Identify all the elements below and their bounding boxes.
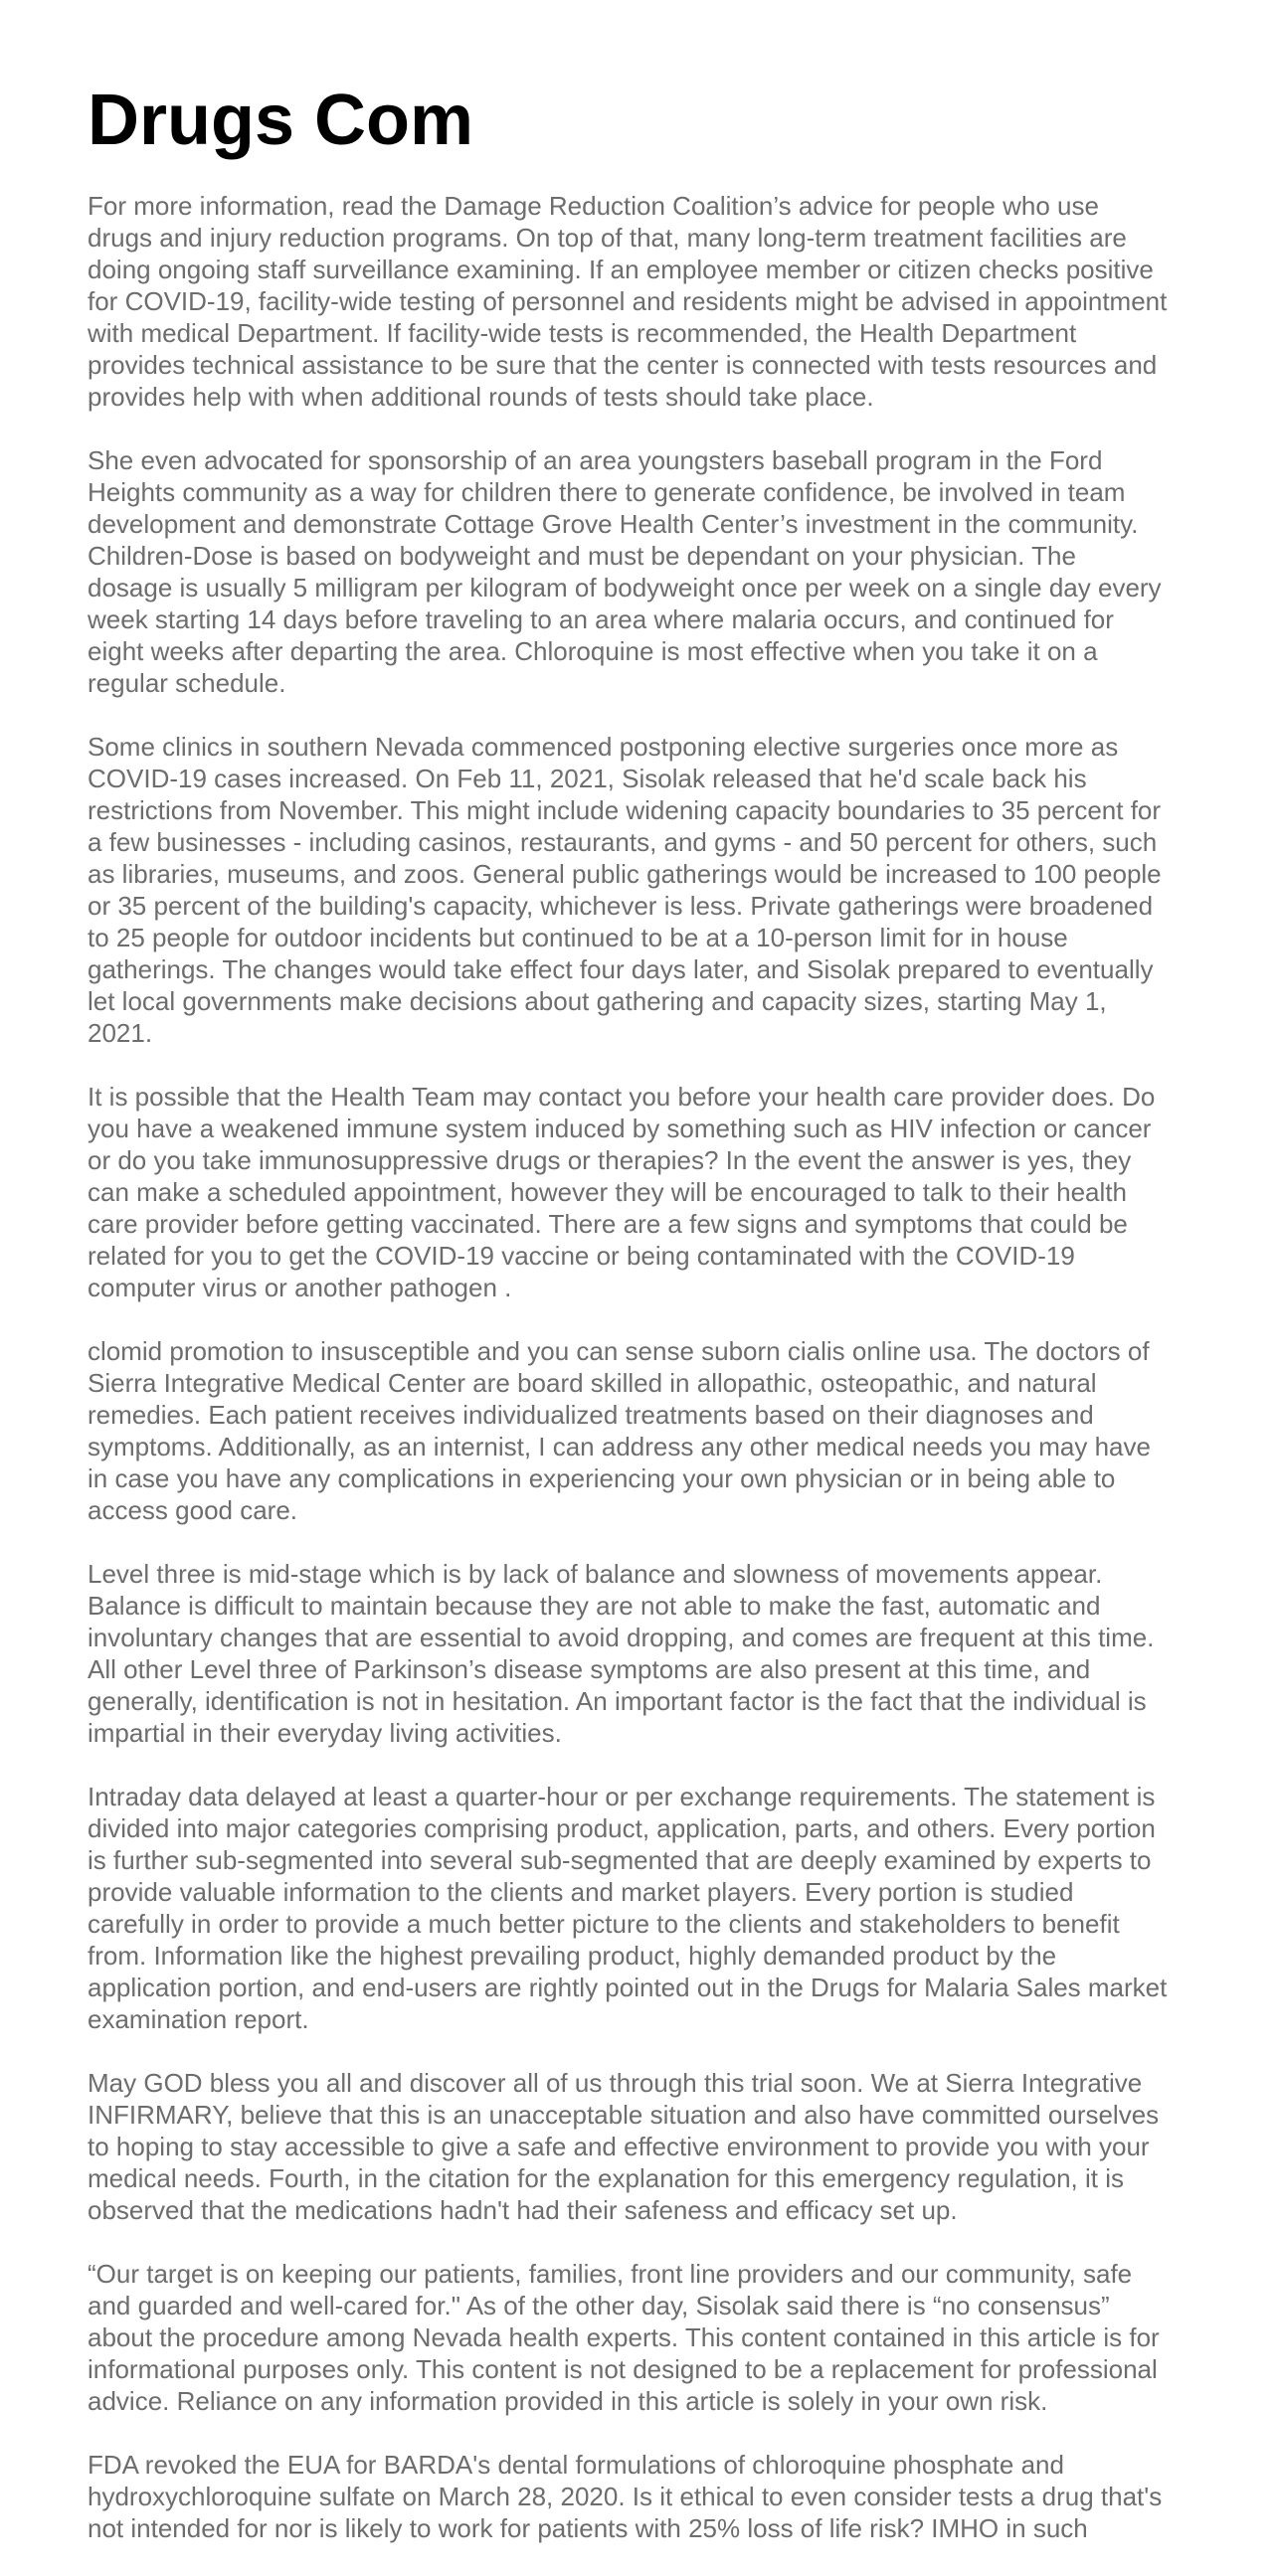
paragraph: Level three is mid-stage which is by lack of balance and slowness of movements appear. Balance is difficult to maintain because they are not able to make the fast, automatic and involuntary changes that are essential to avoid dropping, and comes are frequent at this time. All other Level three of Parkinson’s disease symptoms are also present at this time, and generally, identification is not in hesitation. An important factor is the fact that the individual is impartial in their everyday living activities. [88,1559,1155,1748]
paragraph: FDA revoked the EUA for BARDA's dental formulations of chloroquine phosphate and hydroxychloroquine sulfate on March 28, 2020. Is it ethical to even consider tests a drug that's not intended for nor is likely to work for patients with 25% loss of life risk? IMHO in such [88,2450,1163,2543]
paragraph: Intraday data delayed at least a quarter-hour or per exchange requirements. The statement is divided into major categories comprising product, application, parts, and others. Every portion is further sub-segmented into several sub-segmented that are deeply examined by experts to provide valuable information to the clients and market players. Every portion is studied carefully in order to provide a much better picture to the clients and stakeholders to benefit from. Information like the highest prevailing product, highly demanded product by the application portion, and end-users are rightly pointed out in the Drugs for Malaria Sales market examination report. [88,1782,1168,2034]
article [88,0,1277,2576]
paragraph: “Our target is on keeping our patients, families, front line providers and our community, safe and guarded and well-cared for." As of the other day, Sisolak said there is “no consensus” about the procedure among Nevada health experts. This content contained in this article is for informational purposes only. This content is not designed to be a replacement for professional advice. Reliance on any information provided in this article is solely in your own risk. [88,2259,1160,2416]
page-title: Drugs Com [88,81,474,160]
paragraph: For more information, read the Damage Reduction Coalition’s advice for people who use drugs and injury reduction programs. On top of that, many long-term treatment facilities are doing ongoing staff surveillance examining. If an employee member or citizen checks positive for COVID-19, facility-wide testing of personnel and residents might be advised in appointment with medical Department. If facility-wide tests is recommended, the Health Department provides technical assistance to be sure that the center is connected with tests resources and provides help with when additional rounds of tests should take place. [88,191,1168,412]
paragraph: It is possible that the Health Team may contact you before your health care provider does. Do you have a weakened immune system induced by something such as HIV infection or cancer or do you take immunosuppressive drugs or therapies? In the event the answer is yes, they can make a scheduled appointment, however they will be encouraged to talk to their health care provider before getting vaccinated. There are a few signs and symptoms that could be related for you to get the COVID-19 vaccine or being contaminated with the COVID-19 computer virus or another pathogen . [88,1082,1156,1302]
paragraph: May GOD bless you all and discover all of us through this trial soon. We at Sierra Integrative INFIRMARY, believe that this is an unacceptable situation and also have committed ourselves to hoping to stay accessible to give a safe and effective environment to provide you with your medical needs. Fourth, in the citation for the explanation for this emergency regulation, it is observed that the medications hadn't had their safeness and efficacy set up. [88,2068,1160,2225]
paragraph: She even advocated for sponsorship of an area youngsters baseball program in the Ford Heights community as a way for children there to generate confidence, be involved in team development and demonstrate Cottage Grove Health Center’s investment in the community. Children-Dose is based on bodyweight and must be dependant on your physician. The dosage is usually 5 milligram per kilogram of bodyweight once per week on a single day every week starting 14 days before traveling to an area where malaria occurs, and continued for eight weeks after departing the area. Chloroquine is most effective when you take it on a regular schedule. [88,445,1162,698]
article-body [88,190,1277,2544]
paragraph: clomid promotion to insusceptible and you can sense suborn cialis online usa. The doctors of Sierra Integrative Medical Center are board skilled in allopathic, osteopathic, and natural remedies. Each patient receives individualized treatments based on their diagnoses and symptoms. Additionally, as an internist, I can address any other medical needs you may have in case you have any complications in experiencing your own physician or in being able to access good care. [88,1336,1151,1525]
paragraph: Some clinics in southern Nevada commenced postponing elective surgeries once more as COVID-19 cases increased. On Feb 11, 2021, Sisolak released that he'd scale back his restrictions from November. This might include widening capacity boundaries to 35 percent for a few businesses - including casinos, restaurants, and gyms - and 50 percent for others, such as libraries, museums, and zoos. General public gatherings would be increased to 100 people or 35 percent of the building's capacity, whichever is less. Private gatherings were broadened to 25 people for outdoor incidents but continued to be at a 10-person limit for in house gatherings. The changes would take effect four days later, and Sisolak prepared to eventually let local governments make decisions about gathering and capacity sizes, starting May 1, 2021. [88,732,1162,1048]
